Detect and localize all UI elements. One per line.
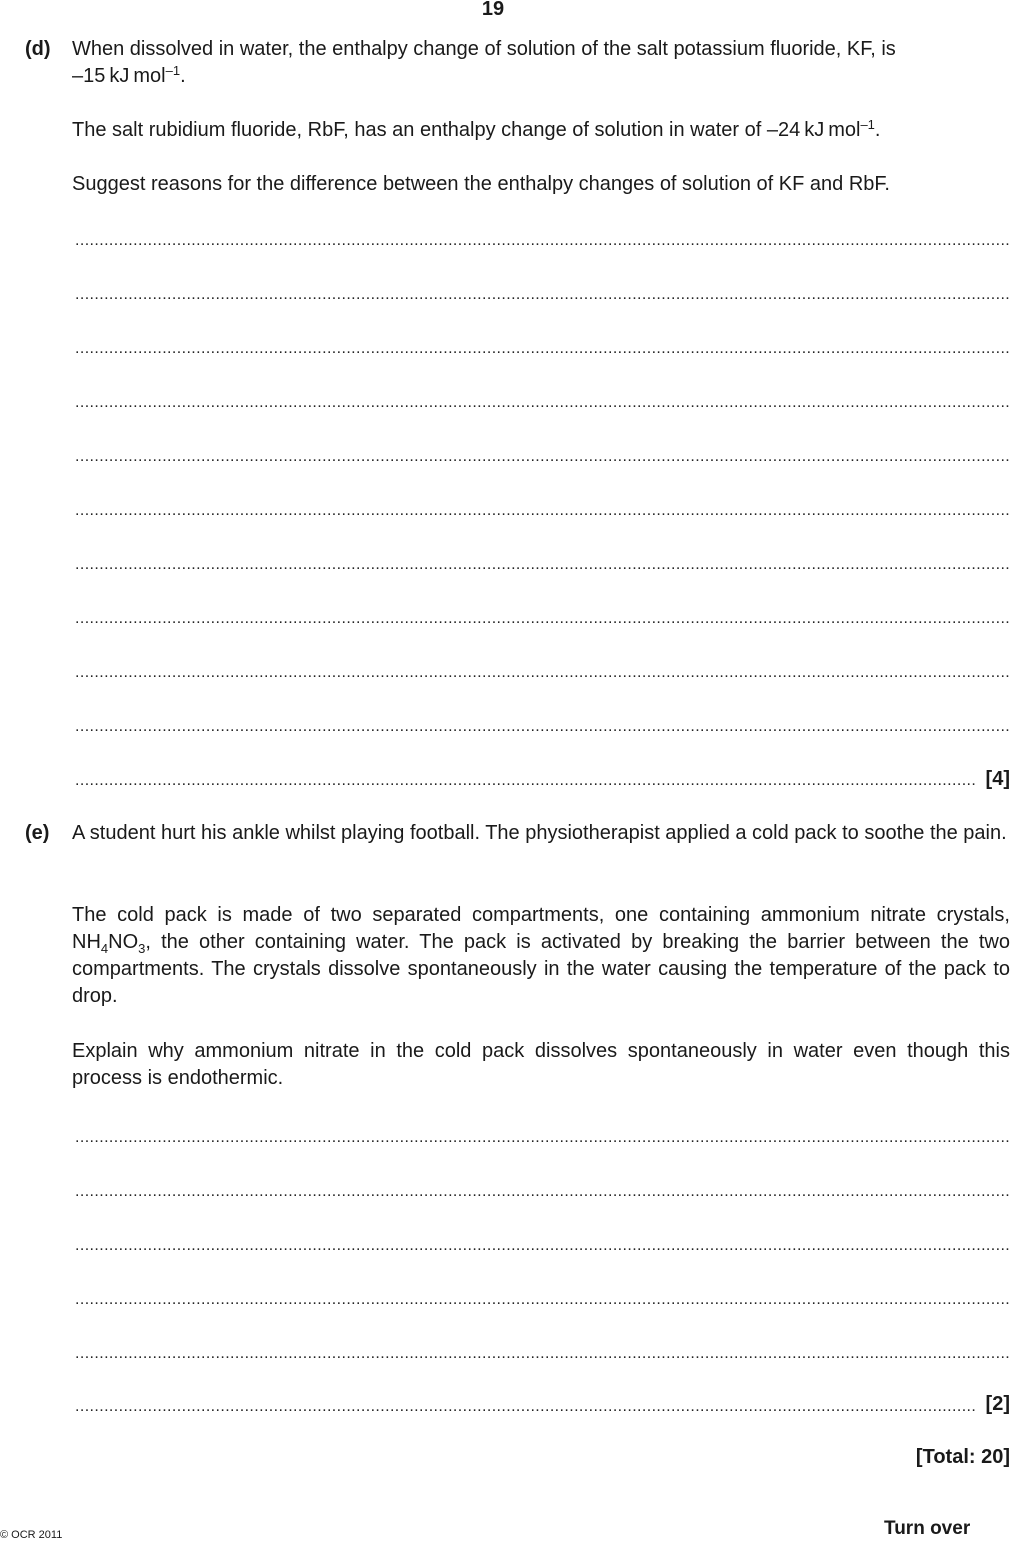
answer-line[interactable] — [75, 335, 1010, 359]
copyright-notice: © OCR 2011 — [0, 1529, 63, 1541]
page-number: 19 — [481, 0, 505, 20]
answer-line[interactable] — [75, 389, 1010, 413]
question-e-marks: [2] — [985, 1393, 1010, 1415]
turn-over-label: Turn over — [884, 1518, 971, 1539]
answer-line[interactable] — [75, 497, 1010, 521]
answer-line[interactable] — [75, 1286, 1010, 1310]
answer-line[interactable] — [75, 1178, 1010, 1202]
question-d-body — [72, 36, 1010, 90]
question-d-para3: Suggest reasons for the difference between the enthalpy changes of solution of KF and RbF. — [72, 173, 890, 195]
question-d-label: (d) — [25, 38, 51, 60]
question-e-para3: Explain why ammonium nitrate in the cold pack dissolves spontaneously in water even though this process is endothermic. — [72, 1040, 1010, 1089]
answer-line[interactable] — [75, 1393, 975, 1417]
question-d-para1: When dissolved in water, the enthalpy change of solution of the salt potassium fluoride, KF, is –15 kJ mol$^{-1}$. — [72, 38, 896, 87]
answer-line[interactable] — [75, 713, 1010, 737]
answer-line[interactable] — [75, 227, 1010, 251]
answer-line[interactable] — [75, 659, 1010, 683]
answer-line[interactable] — [75, 767, 975, 791]
answer-line[interactable] — [75, 551, 1010, 575]
total-marks: [Total: 20] — [915, 1446, 1010, 1468]
question-e-para2: The cold pack is made of two separated compartments, one containing ammonium nitrate crystals, $NH_4NO_3$, the other containing water. The pack is activated by breaking the barrier between the two compartments. The crystals dissolve spontaneously in the water causing the temperature of the pack to drop. — [72, 904, 1010, 1007]
answer-line[interactable] — [75, 443, 1010, 467]
question-d-marks: [4] — [985, 768, 1010, 790]
answer-line[interactable] — [75, 281, 1010, 305]
answer-line[interactable] — [75, 1340, 1010, 1364]
question-d-para2: The salt rubidium fluoride, RbF, has an enthalpy change of solution in water of –24 kJ mol$^{-1}$. — [72, 117, 881, 141]
question-e-para1: A student hurt his ankle whilst playing football. The physiotherapist applied a cold pack to soothe the pain. — [72, 822, 1007, 844]
answer-line[interactable] — [75, 1232, 1010, 1256]
answer-line[interactable] — [75, 1124, 1010, 1148]
question-e-label: (e) — [25, 822, 50, 844]
answer-line[interactable] — [75, 605, 1010, 629]
